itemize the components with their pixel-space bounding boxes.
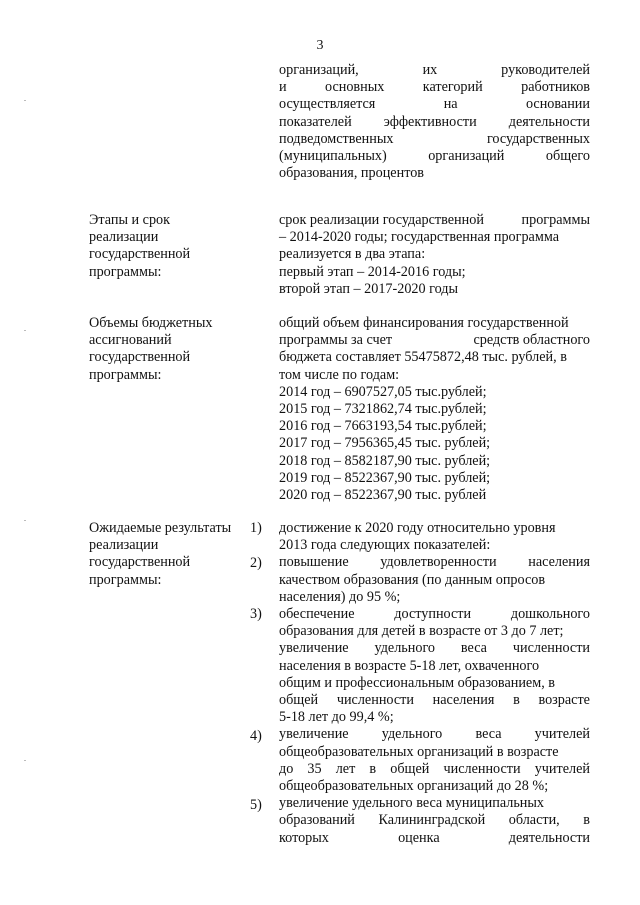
word: – 2014-2020 годы; государственная программа	[279, 229, 559, 246]
word: образования для детей в возрасте от 3 до 7 лет;	[279, 623, 564, 640]
word: эффективности	[383, 113, 477, 130]
results-line	[279, 744, 590, 761]
word: государственных	[486, 130, 590, 147]
word: которых	[279, 829, 329, 846]
word: руководителей	[501, 62, 590, 78]
results-line	[279, 606, 590, 623]
budget-text	[279, 315, 590, 504]
label-line: государственной	[89, 554, 191, 571]
word: достижение к 2020 году относительно уровня	[279, 520, 556, 536]
word: деятельности	[508, 113, 590, 130]
stages-line	[279, 246, 590, 263]
word: численности	[443, 760, 521, 777]
stages-text	[279, 212, 590, 298]
word: удельного	[381, 726, 443, 743]
label-line: ассигнований	[89, 332, 172, 349]
results-label	[89, 520, 259, 589]
word: срок реализации государственной	[279, 212, 484, 228]
word: повышение	[279, 554, 349, 571]
item-number-4: 4)	[250, 728, 262, 744]
word: численности	[336, 692, 414, 709]
label-line: программы:	[89, 571, 162, 588]
word: подведомственных	[279, 130, 394, 147]
word: основании	[525, 96, 590, 113]
stages-label	[89, 212, 259, 281]
results-line	[279, 640, 590, 657]
word: общей	[279, 692, 319, 709]
word: в	[369, 760, 377, 777]
word: 2020 год – 8522367,90 тыс. рублей	[279, 487, 487, 504]
item-number-2: 2)	[250, 555, 262, 571]
label-line: реализации	[89, 229, 159, 246]
label-line: Ожидаемые результаты	[89, 520, 232, 536]
results-line	[279, 572, 590, 589]
stages-line	[279, 281, 590, 298]
stages-line	[279, 264, 590, 281]
results-line	[279, 778, 590, 795]
word: 35	[307, 760, 322, 777]
word: том числе по годам:	[279, 366, 400, 383]
word: доступности	[394, 606, 472, 623]
word: 2015 год – 7321862,74 тыс.рублей;	[279, 401, 487, 418]
top-block-line	[279, 131, 590, 148]
scan-mark	[24, 760, 26, 761]
word: показателей	[279, 113, 352, 130]
results-line	[279, 692, 590, 709]
results-line	[279, 830, 590, 847]
word: программы	[521, 212, 590, 228]
label-line: государственной	[89, 349, 191, 366]
word: бюджета составляет 55475872,48 тыс. рублей, в	[279, 349, 567, 366]
item-number-5: 5)	[250, 797, 262, 813]
word: качеством образования (по данным опросов	[279, 571, 546, 588]
word: в	[583, 812, 590, 829]
word: реализуется в два этапа:	[279, 246, 426, 263]
word: 2018 год – 8582187,90 тыс. рублей;	[279, 452, 491, 469]
results-line	[279, 520, 590, 537]
results-line	[279, 658, 590, 675]
word: удовлетворенности	[380, 554, 497, 571]
label-line: Объемы бюджетных	[89, 315, 213, 331]
stages-line	[279, 229, 590, 246]
label-line: реализации	[89, 537, 159, 554]
word: лет	[335, 760, 356, 777]
budget-line	[279, 332, 590, 349]
budget-line	[279, 315, 590, 332]
word: образований	[279, 812, 355, 829]
top-block-line	[279, 114, 590, 131]
results-line	[279, 675, 590, 692]
word: работников	[521, 79, 590, 96]
top-block-line	[279, 62, 590, 79]
word: учителей	[534, 726, 590, 743]
word: 2017 год – 7956365,45 тыс. рублей;	[279, 435, 491, 452]
stages-line	[279, 212, 590, 229]
word: образования, процентов	[279, 165, 424, 182]
label-line: Этапы и срок	[89, 212, 171, 228]
budget-line	[279, 453, 590, 470]
word: в	[513, 692, 520, 709]
word: общеобразовательных организаций в возрасте	[279, 743, 559, 760]
word: организаций,	[279, 62, 359, 78]
word: увеличение	[279, 640, 349, 657]
results-text	[279, 520, 590, 847]
results-line	[279, 537, 590, 554]
label-line: государственной	[89, 246, 191, 263]
word: Калининградской	[378, 812, 486, 829]
word: оценка	[398, 829, 440, 846]
budget-line	[279, 418, 590, 435]
top-block-text	[279, 62, 590, 182]
word: населения	[432, 692, 495, 709]
word: области,	[508, 812, 560, 829]
budget-line	[279, 435, 590, 452]
word: на	[443, 96, 458, 113]
top-block-line	[279, 165, 590, 182]
word: осуществляется	[279, 96, 376, 113]
budget-label	[89, 315, 259, 384]
word: учителей	[534, 760, 590, 777]
word: населения в возрасте 5-18 лет, охваченного	[279, 657, 540, 674]
scan-mark	[24, 520, 26, 521]
top-block-line	[279, 96, 590, 113]
item-number-1: 1)	[250, 520, 262, 536]
word: деятельности	[508, 829, 590, 846]
word: первый этап – 2014-2016 годы;	[279, 263, 466, 280]
results-line	[279, 623, 590, 640]
budget-line	[279, 367, 590, 384]
word: обеспечение	[279, 606, 355, 623]
top-block-line	[279, 79, 590, 96]
results-line	[279, 709, 590, 726]
budget-line	[279, 384, 590, 401]
label-line: программы:	[89, 366, 162, 383]
word: их	[422, 62, 438, 78]
results-line	[279, 761, 590, 778]
results-line	[279, 795, 590, 812]
budget-line	[279, 349, 590, 366]
word: категорий	[422, 79, 483, 96]
word: и	[279, 79, 287, 96]
word: 2014 год – 6907527,05 тыс.рублей;	[279, 383, 487, 400]
word: организаций	[428, 148, 505, 165]
word: численности	[512, 640, 590, 657]
budget-line	[279, 470, 590, 487]
budget-line	[279, 401, 590, 418]
label-line: программы:	[89, 263, 162, 280]
page-number: 3	[316, 38, 324, 53]
word: веса	[475, 726, 502, 743]
word: 2019 год – 8522367,90 тыс. рублей;	[279, 469, 491, 486]
word: увеличение	[279, 726, 349, 743]
word: возрасте	[538, 692, 590, 709]
word: увеличение удельного веса муниципальных	[279, 795, 545, 812]
word: удельного	[374, 640, 436, 657]
word: 2016 год – 7663193,54 тыс.рублей;	[279, 418, 487, 435]
results-line	[279, 726, 590, 743]
scan-mark	[24, 330, 26, 331]
word: основных	[325, 79, 385, 96]
word: общий объем финансирования государственной	[279, 315, 569, 331]
results-line	[279, 554, 590, 571]
word: веса	[460, 640, 487, 657]
word: общеобразовательных организаций до 28 %;	[279, 778, 549, 795]
word: второй этап – 2017-2020 годы	[279, 280, 459, 297]
budget-line	[279, 487, 590, 504]
word: (муниципальных)	[279, 148, 387, 165]
word: средств областного	[473, 332, 590, 349]
word: общего	[545, 148, 590, 165]
results-line	[279, 589, 590, 606]
word: населения) до 95 %;	[279, 588, 401, 605]
scan-mark	[24, 100, 26, 101]
word: 5-18 лет до 99,4 %;	[279, 709, 394, 726]
word: 2013 года следующих показателей:	[279, 537, 491, 554]
word: дошкольного	[510, 606, 590, 623]
item-number-3: 3)	[250, 606, 262, 622]
word: населения	[528, 554, 590, 571]
word: программы за счет	[279, 332, 393, 349]
word: общей	[390, 760, 430, 777]
word: общим и профессиональным образованием, в	[279, 674, 555, 691]
results-line	[279, 812, 590, 829]
word: до	[279, 760, 294, 777]
top-block-line	[279, 148, 590, 165]
